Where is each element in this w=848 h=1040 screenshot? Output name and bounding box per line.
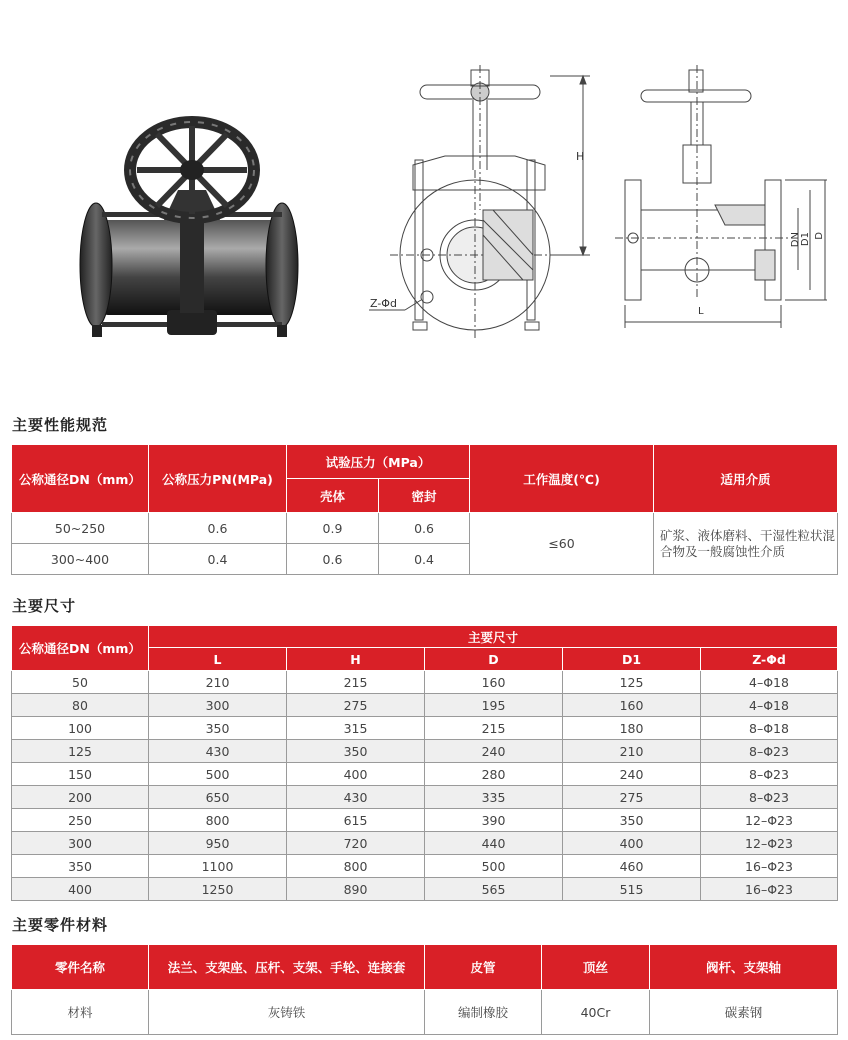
table-row — [12, 990, 838, 1035]
dim-cell: 1250 — [149, 878, 287, 901]
dim-cell: 240 — [425, 740, 563, 763]
dim-cell: 240 — [563, 763, 701, 786]
side-dn-label: DN — [790, 232, 801, 248]
dim-header-d: D — [425, 648, 563, 671]
perf-cell: 0.4 — [379, 544, 470, 575]
performance-title: 主要性能规范 — [12, 416, 109, 434]
dim-cell: 890 — [287, 878, 425, 901]
perf-temp-cell: ≤60 — [470, 513, 654, 575]
table-row — [12, 763, 838, 786]
dim-cell: 8–Φ23 — [701, 740, 838, 763]
dimensions-table — [11, 625, 838, 901]
dim-cell: 440 — [425, 832, 563, 855]
valve-photo — [72, 100, 312, 350]
dim-cell: 16–Φ23 — [701, 878, 838, 901]
table-row — [12, 832, 838, 855]
front-view-drawing — [365, 60, 615, 340]
dim-cell: 16–Φ23 — [701, 855, 838, 878]
dim-cell: 280 — [425, 763, 563, 786]
mat-cell: 材料 — [12, 990, 149, 1035]
table-row — [12, 855, 838, 878]
perf-cell: 0.4 — [149, 544, 287, 575]
dim-header-group: 主要尺寸 — [149, 626, 838, 648]
dim-cell: 400 — [12, 878, 149, 901]
performance-table — [11, 444, 838, 575]
dim-cell: 195 — [425, 694, 563, 717]
dim-header-d1: D1 — [563, 648, 701, 671]
dim-cell: 950 — [149, 832, 287, 855]
dim-cell: 460 — [563, 855, 701, 878]
dim-cell: 350 — [12, 855, 149, 878]
mat-cell: 灰铸铁 — [149, 990, 425, 1035]
dim-cell: 125 — [12, 740, 149, 763]
dim-cell: 720 — [287, 832, 425, 855]
perf-header-pn: 公称压力PN(MPa) — [149, 445, 287, 513]
mat-header-stem: 阀杆、支架轴 — [650, 945, 838, 990]
figure-area — [0, 0, 848, 400]
dim-cell: 8–Φ18 — [701, 717, 838, 740]
mat-header-part: 零件名称 — [12, 945, 149, 990]
materials-table — [11, 944, 838, 1035]
dim-header-h: H — [287, 648, 425, 671]
perf-header-seal: 密封 — [379, 479, 470, 513]
dim-cell: 100 — [12, 717, 149, 740]
dim-cell: 4–Φ18 — [701, 671, 838, 694]
side-d1-label: D1 — [800, 232, 811, 247]
dim-header-dn: 公称通径DN（mm） — [12, 626, 149, 671]
dim-cell: 1100 — [149, 855, 287, 878]
dim-cell: 315 — [287, 717, 425, 740]
table-row — [12, 717, 838, 740]
dim-cell: 250 — [12, 809, 149, 832]
dim-cell: 300 — [149, 694, 287, 717]
dim-header-z-phi-d: Z-Φd — [701, 648, 838, 671]
dim-cell: 215 — [287, 671, 425, 694]
front-h-label: H — [576, 150, 585, 163]
dim-cell: 335 — [425, 786, 563, 809]
dim-cell: 615 — [287, 809, 425, 832]
dim-cell: 650 — [149, 786, 287, 809]
perf-cell: 0.6 — [379, 513, 470, 544]
dim-cell: 430 — [287, 786, 425, 809]
table-row — [12, 740, 838, 763]
dim-cell: 565 — [425, 878, 563, 901]
dim-cell: 210 — [563, 740, 701, 763]
dim-cell: 275 — [287, 694, 425, 717]
perf-medium-cell: 矿浆、液体磨料、干湿性粒状混合物及一般腐蚀性介质 — [654, 513, 838, 575]
dim-cell: 500 — [149, 763, 287, 786]
dim-cell: 275 — [563, 786, 701, 809]
dimensions-body — [12, 671, 838, 901]
dim-cell: 400 — [287, 763, 425, 786]
mat-header-flange-group: 法兰、支架座、压杆、支架、手轮、连接套 — [149, 945, 425, 990]
dim-cell: 515 — [563, 878, 701, 901]
dim-cell: 8–Φ23 — [701, 786, 838, 809]
perf-header-medium: 适用介质 — [654, 445, 838, 513]
table-row — [12, 786, 838, 809]
perf-header-shell: 壳体 — [287, 479, 379, 513]
mat-header-set-screw: 顶丝 — [542, 945, 650, 990]
dim-cell: 400 — [563, 832, 701, 855]
dim-cell: 12–Φ23 — [701, 809, 838, 832]
dim-cell: 430 — [149, 740, 287, 763]
perf-cell: 50~250 — [12, 513, 149, 544]
mat-header-hose: 皮管 — [425, 945, 542, 990]
dim-cell: 160 — [425, 671, 563, 694]
dim-cell: 350 — [149, 717, 287, 740]
dim-cell: 800 — [149, 809, 287, 832]
dim-cell: 8–Φ23 — [701, 763, 838, 786]
table-row — [12, 694, 838, 717]
dim-cell: 300 — [12, 832, 149, 855]
perf-cell: 0.6 — [149, 513, 287, 544]
table-row — [12, 809, 838, 832]
dim-header-l: L — [149, 648, 287, 671]
dim-cell: 125 — [563, 671, 701, 694]
side-l-label: L — [698, 306, 704, 317]
table-row — [12, 671, 838, 694]
perf-header-dn: 公称通径DN（mm） — [12, 445, 149, 513]
dim-cell: 80 — [12, 694, 149, 717]
dim-cell: 180 — [563, 717, 701, 740]
dim-cell: 390 — [425, 809, 563, 832]
perf-header-test: 试验压力（MPa） — [287, 445, 470, 479]
dim-cell: 150 — [12, 763, 149, 786]
front-z-phi-d-label: Z-Φd — [370, 297, 397, 310]
dim-cell: 12–Φ23 — [701, 832, 838, 855]
mat-cell: 碳素钢 — [650, 990, 838, 1035]
perf-cell: 0.9 — [287, 513, 379, 544]
materials-title: 主要零件材料 — [12, 916, 109, 934]
perf-header-temp: 工作温度(℃) — [470, 445, 654, 513]
dim-cell: 800 — [287, 855, 425, 878]
dim-cell: 350 — [287, 740, 425, 763]
dim-cell: 500 — [425, 855, 563, 878]
perf-cell: 0.6 — [287, 544, 379, 575]
dim-cell: 200 — [12, 786, 149, 809]
dim-cell: 50 — [12, 671, 149, 694]
mat-cell: 编制橡胶 — [425, 990, 542, 1035]
perf-cell: 300~400 — [12, 544, 149, 575]
dimensions-title: 主要尺寸 — [12, 597, 77, 615]
side-d-label: D — [814, 232, 825, 240]
dim-cell: 210 — [149, 671, 287, 694]
mat-cell: 40Cr — [542, 990, 650, 1035]
dim-cell: 350 — [563, 809, 701, 832]
side-view-drawing — [615, 60, 835, 340]
table-row — [12, 513, 838, 544]
dim-cell: 160 — [563, 694, 701, 717]
dim-cell: 4–Φ18 — [701, 694, 838, 717]
table-row — [12, 878, 838, 901]
dim-cell: 215 — [425, 717, 563, 740]
